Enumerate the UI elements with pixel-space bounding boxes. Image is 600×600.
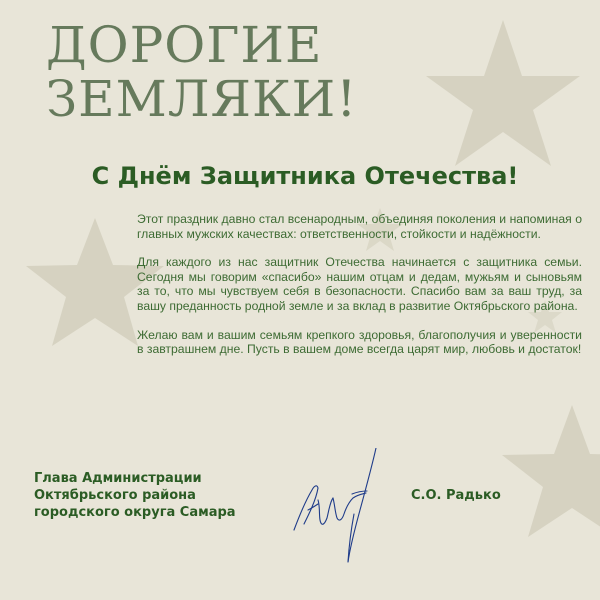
signer-title <box>34 470 236 521</box>
headline-line-1: ДОРОГИЕ <box>46 16 323 74</box>
greeting-text <box>137 212 582 371</box>
signer-title-line-3: городского округа Самара <box>34 505 236 520</box>
holiday-greeting: С Днём Защитника Отечества! <box>91 162 519 190</box>
paragraph-2: Для каждого из нас защитник Отечества начинается с защитника семьи. Сегодня мы говорим «спасибо» нашим отцам и дедам, мужьям и сыновьям за то, что мы чувствуем себя в безопасности. Спасибо вам за ваш труд, за вашу преданность родной земле и за вклад в развитие Октябрьского района. <box>137 255 582 313</box>
signer-title-line-1: Глава Администрации <box>34 471 202 486</box>
paragraph-1: Этот праздник давно стал всенародным, объединяя поколения и напоминая о главных мужских качествах: ответственности, стойкости и надёжности. <box>137 212 582 241</box>
signature-image <box>290 448 385 563</box>
paragraph-3: Желаю вам и вашим семьям крепкого здоровья, благополучия и уверенности в завтрашнем дне. Пусть в вашем доме всегда царят мир, любовь и достаток! <box>137 327 582 357</box>
signer-title-line-2: Октябрьского района <box>34 488 196 503</box>
star-icon <box>502 405 600 537</box>
page-title <box>46 18 357 126</box>
headline-line-2: ЗЕМЛЯКИ! <box>46 70 358 128</box>
star-icon <box>426 20 580 166</box>
signer-name: С.О. Радько <box>411 488 501 503</box>
